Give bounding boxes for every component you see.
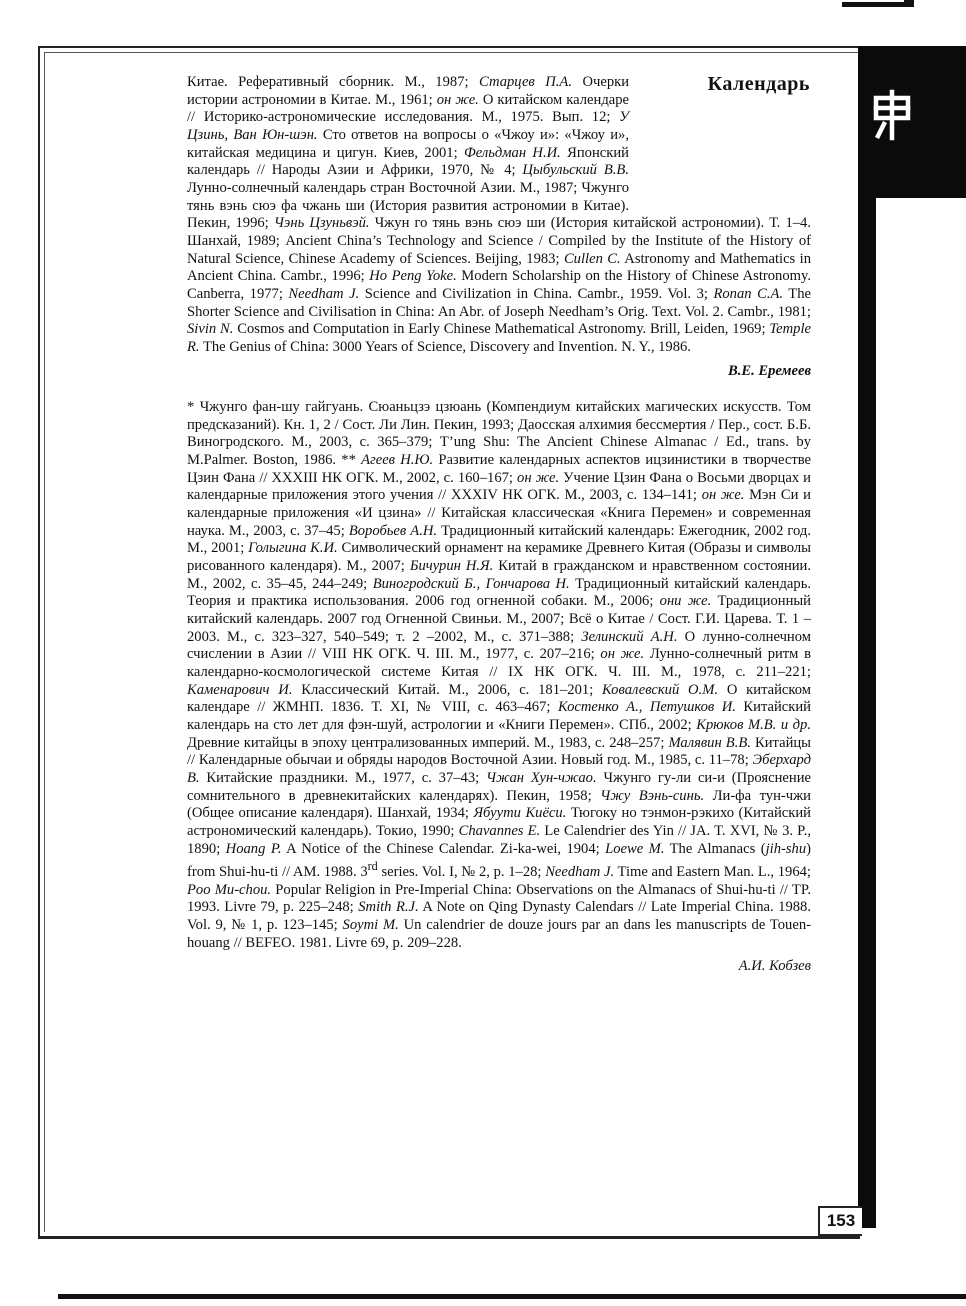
author-name: Бичурин Н.Я. <box>409 558 494 575</box>
author-name: Голыгина К.И. <box>248 540 338 557</box>
author-name: Ronan C.A. <box>713 285 784 302</box>
author-name: он же. <box>517 469 560 486</box>
citation-text: A Note on Qing Dynasty Calendars // Late Imperial China. 1988. Vol. 9, № 1, p. 123–145; <box>187 899 811 934</box>
citation-text: ) from Shui-hu-ti // AM. 1988. 3 <box>187 840 812 881</box>
citation-text: Традиционный китайский календарь. 2007 год Огненной Свиньи. М., 2007; Всё о Китае / Сост. Г.И. Царева. Т. 1 –2003. М., с. 323–327, 540–549; т. 2 –2002, М., с. 371–388; <box>187 593 811 645</box>
hieroglyph-tab-icon <box>870 88 914 142</box>
citation-text: Учение Цзин Фана о Восьми дворцах и календарные приложения этого учения // XXXIV НК ОГК. М., 2003, с. 134–141; <box>187 469 811 504</box>
citation-text: О китайском календаре // ЖМНП. 1836. Т. XI, № VIII, с. 463–467; <box>187 681 811 716</box>
author-name: Chavannes E. <box>458 822 541 839</box>
citation-text: Le Calendrier des Yin // JA. T. XVI, № 3. P., 1890; <box>187 822 811 857</box>
citation-text: Чжунго гу-ли си-и (Прояснение сомнительного в древнекитайских календарях). Пекин, 1958; <box>187 769 812 804</box>
citation-text: О лунно-солнечном счислении в Азии // VIII НК ОГК. Ч. III. М., 1977, с. 207–216; <box>187 628 811 663</box>
citation-text: Китай в гражданском и нравственном состоянии. М., 2002, с. 35–45, 244–249; <box>187 558 812 592</box>
author-name: Малявин В.В. <box>668 734 751 751</box>
author-name: Needham J. <box>288 285 360 302</box>
citation-text: Science and Civilization in China. Cambr., 1959. Vol. 3; <box>359 285 714 302</box>
author-name: Чжан Хун-чжао. <box>486 769 597 786</box>
author-name: они же. <box>659 593 712 610</box>
citation-text: Китайский календарь на сто лет для фэн-шуй, астрологии и «Книги Перемен». СПб., 2002; <box>187 699 811 733</box>
thumb-index-strip <box>858 198 876 1228</box>
author-name: Soymi M. <box>342 917 399 934</box>
author-signature: В.Е. Еремеев <box>727 362 811 379</box>
citation-text: Японский календарь // Народы Азии и Африки, 1970, № 4; <box>187 144 629 179</box>
author-name: Чжу Вэнь-синь. <box>600 787 705 804</box>
citation-text: Un calendrier de douze jours par an dans les manuscripts de Touen-houang // BEFEO. 1981. Livre 69, p. 209–228. <box>187 917 811 951</box>
scan-edge-mark <box>58 1294 966 1299</box>
author-name: Smith R.J. <box>358 899 419 916</box>
citation-text: Тюгоку но тэнмон-рэкихо (Китайский астрономический календарь). Токио, 1990; <box>187 805 811 839</box>
author-name: Temple R. <box>187 321 811 355</box>
citation-text: The Almanacs ( <box>664 840 766 857</box>
author-name: jih-shu <box>765 840 807 857</box>
author-name: Воробьев А.Н. <box>348 522 438 539</box>
author-name: Эберхард В. <box>187 752 811 786</box>
citation-text: О китайском календаре // Историко-астрономические исследования. М., 1975. Вып. 12; <box>187 91 629 126</box>
citation-text: Astronomy and Mathematics in Ancient China. Cambr., 1996; <box>187 250 811 285</box>
citation-text: * Чжунго фан-шу гайгуань. Сюаньцзэ цзюань (Компендиум китайских магических искусств. Том предсказаний). Кн. 1, 2 / Сост. Ли Лин. Пекин, 1993; Даосская алхимия бессмертия / Пер., сост. Б.Б. Виногродского. М., 2003, с. 365–379; T’ung Shu: The Ancient Chinese Almanac / Ed., trans. by M.Palmer. Boston, 1986. ** <box>187 399 811 469</box>
superscript: rd <box>367 859 378 874</box>
citation-text: Развитие календарных аспектов ицзинистики в творчестве Цзин Фана // XXXIII НК ОГК. М., 2002, с. 160–167; <box>187 452 811 486</box>
heading-float-space <box>629 74 811 214</box>
citation-text: Лунно-солнечный календарь стран Восточной Азии. М., 1987; Чжунго тянь вэнь сюэ фа чжань ши (История развития астрономии в Китае). Пекин, 1996; <box>187 179 629 232</box>
citation-text: Мэн Си и календарные приложения «И цзина» // Китайская классическая «Книга Перемен» и современная наука. М., 2003, с. 37–45; <box>187 487 811 539</box>
citation-text: Китайские праздники. М., 1977, с. 37–43; <box>199 769 487 786</box>
author-name: Cullen C. <box>563 250 621 267</box>
citation-text: series. Vol. I, № 2, p. 1–28; <box>377 864 546 881</box>
author-name: Loewe M. <box>605 840 665 857</box>
citation-text: Popular Religion in Pre-Imperial China: Observations on the Almanacs of Shui-hu-ti // TP. 1993. Livre 79, p. 225–248; <box>187 881 811 916</box>
citation-text: Классический Китай. М., 2006, с. 181–201; <box>292 681 603 698</box>
author-name: Ковалевский О.М. <box>602 681 719 698</box>
frame-inner-rule <box>44 52 45 1232</box>
section-title: Календарь <box>707 73 810 95</box>
author-name: он же. <box>436 91 479 108</box>
citation-text: A Notice of the Chinese Calendar. Zi-ka-wei, 1904; <box>281 840 606 857</box>
author-name: Чэнь Цзуньвэй. <box>273 215 370 232</box>
citation-text: Лунно-солнечный ритм в календарно-космологической системе Китая // IX НК ОГК. Ч. III. М., 1978, с. 211–221; <box>187 646 812 680</box>
citation-text: Традиционный китайский календарь: Ежегодник, 2002 год. М., 2001; <box>187 522 812 557</box>
scan-edge-mark <box>842 2 906 7</box>
citation-text: The Genius of China: 3000 Years of Science, Discovery and Invention. N. Y., 1986. <box>199 338 691 355</box>
citation-text: Китайцы // Календарные обычаи и обряды народов Восточной Азии. Новый год. М., 1985, с. 11–78; <box>187 734 811 769</box>
author-name: Poo Mu-chou. <box>187 881 272 898</box>
author-name: Старцев П.А. <box>479 74 572 90</box>
author-name: Костенко А., Петушков И. <box>557 699 736 716</box>
citation-text: Китае. Реферативный сборник. М., 1987; <box>187 74 480 90</box>
citation-text: Символический орнамент на керамике Древнего Китая (Образы и символы рисованного календаря). М., 2007; <box>187 540 811 575</box>
author-name: Needham J. <box>545 864 615 881</box>
author-name: Цыбульский В.В. <box>522 162 629 179</box>
frame-bottom-rule <box>38 1236 860 1239</box>
author-name: У Цзинь, Ван Юн-шэн. <box>187 109 629 143</box>
citation-text: Очерки истории астрономии в Китае. М., 1961; <box>187 74 630 108</box>
author-name: Ho Peng Yoke. <box>369 268 457 285</box>
author-name: он же. <box>701 487 745 504</box>
bibliography-paragraph <box>187 399 811 952</box>
frame-inner-rule <box>44 52 859 53</box>
citation-text: Time and Eastern Man. L., 1964; <box>614 864 811 881</box>
citation-text: Чжун го тянь вэнь сюэ ши (История китайской астрономии). Т. 1–4. Шанхай, 1989; Ancient China’s Technology and Science / Compiled by the Institute of the History of Natural Science, Chinese Academy of Sciences. Beijing, 1983; <box>187 215 811 267</box>
citation-text: The Shorter Science and Civilisation in China: An Abr. of Joseph Needham’s Orig. Text. Vol. 2. Cambr., 1981; <box>187 285 811 320</box>
citation-text: Cosmos and Computation in Early Chinese Mathematical Astronomy. Brill, Leiden, 1969; <box>233 321 770 338</box>
citation-text: Древние китайцы в эпоху централизованных империй. М., 1983, с. 248–257; <box>187 734 669 751</box>
author-name: он же. <box>600 646 645 663</box>
author-name: Виногродский Б., Гончарова Н. <box>372 575 570 592</box>
author-name: Агеев Н.Ю. <box>361 452 434 469</box>
citation-text: Ли-фа тун-чжи (Общее описание календаря). Шанхай, 1934; <box>187 787 811 822</box>
author-signature: А.И. Кобзев <box>738 958 811 975</box>
author-name: Ябуути Киёси. <box>473 805 567 822</box>
author-name: Фельдман Н.И. <box>463 144 561 161</box>
author-name: Крюков М.В. и др. <box>696 716 811 733</box>
article-text <box>187 74 811 976</box>
citation-text: Сто ответов на вопросы о «Чжоу и»: «Чжоу и», китайская медицина и цигун. Киев, 2001; <box>187 126 629 161</box>
author-name: Sivin N. <box>187 321 234 338</box>
author-name: Каменарович И. <box>187 681 293 698</box>
author-name: Hoang P. <box>225 840 282 857</box>
citation-text: Modern Scholarship on the History of Chinese Astronomy. Canberra, 1977; <box>187 268 811 302</box>
page-number: 153 <box>818 1206 862 1236</box>
author-name: Зелинский А.Н. <box>581 628 678 645</box>
citation-text: Традиционный китайский календарь. Теория и практика использования. 2006 год огненной собаки. М., 2006; <box>187 575 811 610</box>
